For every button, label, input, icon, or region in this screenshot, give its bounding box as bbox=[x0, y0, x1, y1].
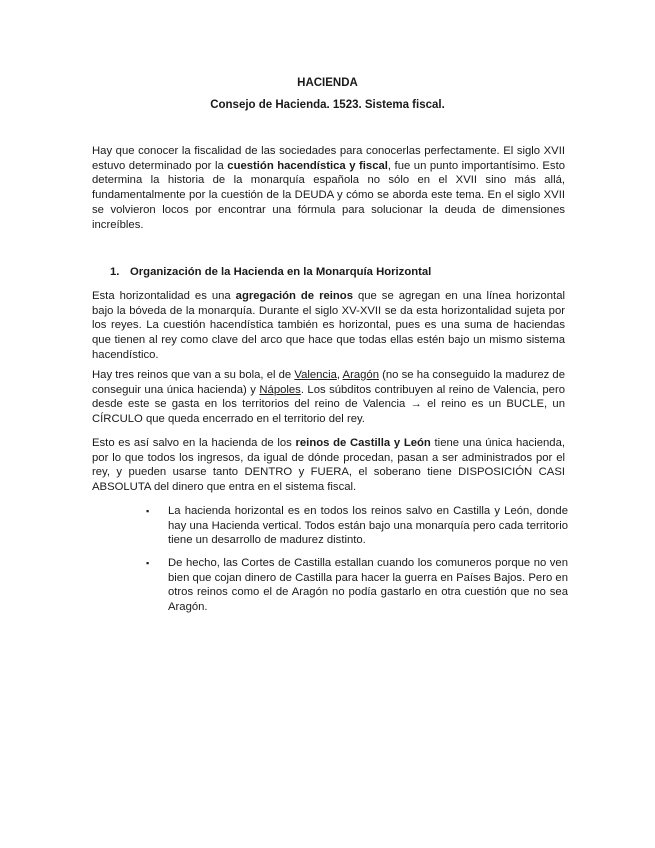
paragraph-text: (no se ha conseguido la madurez de conseguir una única hacienda) y bbox=[92, 369, 565, 396]
bullet-text: De hecho, las Cortes de Castilla estallan cuando los comuneros porque no ven bien que cojan dinero de Castilla para hacer la guerra en Países Bajos. Pero en otros reinos como el de Aragón no podía gastarlo en otra cuestión que no sea Aragón. bbox=[168, 557, 568, 614]
intro-text: , fue un punto importantísimo. Esto determina la historia de la monarquía española no sólo en el XVII sino más allá, fundamentalmente por la cuestión de la DEUDA y cómo se aborda este tema. En el siglo XVII se volvieron locos por encontrar una fórmula para solucionar la deuda de dimensiones increíbles. bbox=[92, 159, 565, 231]
bullet-list bbox=[146, 556, 568, 615]
bullet-text: La hacienda horizontal es en todos los reinos salvo en Castilla y León, donde hay una Hacienda vertical. Todos están bajo una monarquía pero cada territorio tiene un desarrollo de madurez distinto. bbox=[168, 505, 568, 547]
bullet-item bbox=[146, 504, 568, 548]
bullet-list bbox=[146, 504, 568, 548]
paragraph-text: Hay tres reinos que van a su bola, el de bbox=[92, 369, 295, 381]
section-paragraph-2 bbox=[92, 368, 565, 427]
section-paragraph-3 bbox=[92, 436, 565, 495]
underlined-valencia: Valencia bbox=[294, 369, 337, 381]
intro-bold-phrase: cuestión hacendística y fiscal bbox=[227, 159, 388, 172]
paragraph-text: , bbox=[336, 369, 343, 381]
bold-phrase: reinos de Castilla y León bbox=[295, 437, 431, 449]
paragraph-text: Esto es así salvo en la hacienda de los bbox=[92, 437, 296, 449]
document-title: HACIENDA bbox=[297, 77, 358, 89]
paragraph-text: . Los súbditos contribuyen al reino de Valencia, pero desde este se gasta en los territorios del reino de Valencia → el reino es un BUCLE, un CÍRCULO que queda encerrado en el territorio del rey. bbox=[92, 383, 566, 426]
section-heading bbox=[110, 265, 580, 279]
paragraph-text: tiene una única hacienda, por lo que todos los ingresos, da igual de dónde procedan, pasan a ser administrados por el rey, y pueden usarse tanto DENTRO y FUERA, el soberano tiene DISPOSICIÓN CASI ABSOLUTA del dinero que entra en el sistema fiscal. bbox=[92, 437, 565, 494]
bullet-icon: ▪ bbox=[146, 558, 150, 568]
bold-phrase: agregación de reinos bbox=[235, 290, 353, 302]
section-heading-text: Organización de la Hacienda en la Monarquía Horizontal bbox=[130, 266, 432, 278]
paragraph-text: Esta horizontalidad es una bbox=[92, 290, 236, 302]
paragraph-text: que se agregan en una línea horizontal bajo la bóveda de la monarquía. Durante el siglo XV-XVII se da esta horizontalidad sujeta por los reyes. La cuestión hacendística también es horizontal, pues es una suma de haciendas que tienen al rey como clave del arco que hace que todas ellas estén bajo un mismo sistema hacendístico. bbox=[92, 290, 565, 361]
underlined-napoles: Nápoles bbox=[259, 383, 301, 396]
bullet-icon: ▪ bbox=[146, 506, 150, 516]
underlined-aragon: Aragón bbox=[342, 369, 379, 381]
intro-paragraph bbox=[92, 144, 565, 232]
document-subtitle: Consejo de Hacienda. 1523. Sistema fiscal. bbox=[210, 99, 445, 111]
bullet-item bbox=[146, 556, 568, 615]
intro-text: Hay que conocer la fiscalidad de las sociedades para conocerlas perfectamente. El siglo XVII estuvo determinado por la bbox=[92, 145, 565, 172]
section-paragraph-1 bbox=[92, 289, 565, 363]
section-number: 1. bbox=[110, 266, 120, 278]
